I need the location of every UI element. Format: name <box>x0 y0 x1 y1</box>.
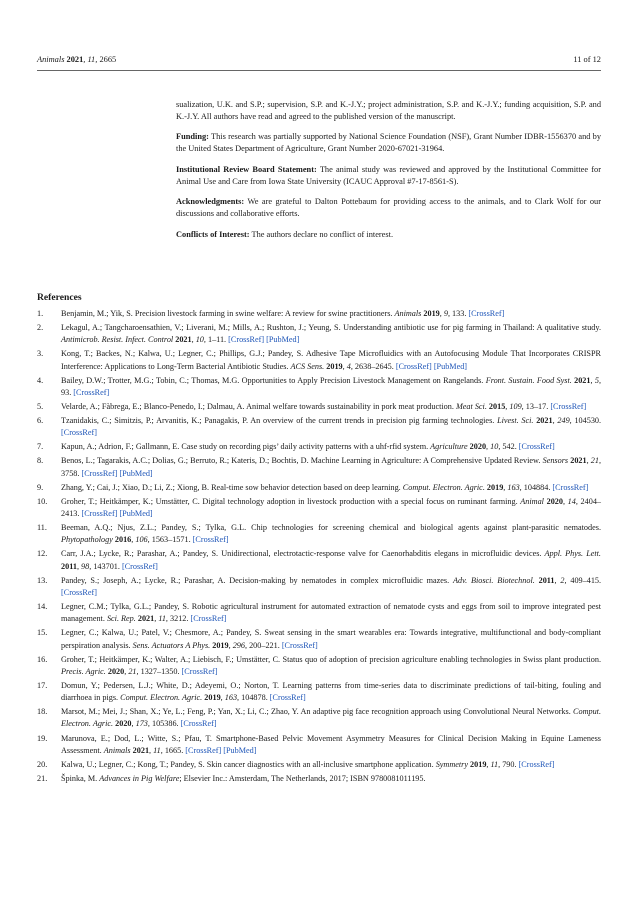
reference-year: 2020 <box>546 496 563 506</box>
reference-pages: 104884. <box>523 482 551 492</box>
reference-year: 2021 <box>132 745 150 755</box>
ack-text: We are grateful to Dalton Pottebaum for providing access to the animals, and to Clark Wolf for our discussions and collaborative efforts. <box>176 197 602 219</box>
reference-item: 20. Kalwa, U.; Legner, C.; Kong, T.; Pandey, S. Skin cancer diagnostics with an all-inclusive smartphone application. Symmetry 2019, 11, 790. [CrossRef] <box>37 759 601 771</box>
reference-item: 9. Zhang, Y.; Cai, J.; Xiao, D.; Li, Z.; Xiong, B. Real-time sow behavior detection based on deep learning. Comput. Electron. Agric. 2019, 163, 104884. [CrossRef] <box>37 482 601 494</box>
reference-authors-title: Špinka, M. <box>61 773 98 783</box>
reference-pages: 2638–2645. <box>354 361 394 371</box>
reference-year: 2019 <box>204 693 221 703</box>
reference-authors-title: Carr, J.A.; Lycke, R.; Parashar, A.; Pandey, S. Unidirectional, electrotactic-response valve for Caenorhabditis elegans in microfluidic devices. <box>61 549 542 559</box>
reference-links[interactable]: [CrossRef] <box>192 535 229 545</box>
reference-year: 2020 <box>115 719 132 729</box>
reference-number: 2. <box>37 323 44 333</box>
reference-pages: 1–11. <box>207 335 227 345</box>
reference-journal: Symmetry <box>435 759 468 769</box>
funding-label: Funding: <box>176 132 209 142</box>
reference-volume: 21 <box>590 456 599 466</box>
reference-volume: 2 <box>560 575 565 585</box>
ack-label: Acknowledgments: <box>176 197 245 207</box>
reference-number: 9. <box>37 482 44 492</box>
reference-item: 14. Legner, C.M.; Tylka, G.L.; Pandey, S. Robotic agricultural instrument for automated extraction of nematode cysts and eggs from soil to improve integrated pest management. Sci. Rep. 2021, 11, 3212. [CrossRef] <box>37 602 601 624</box>
reference-journal: Appl. Phys. Lett. <box>544 549 601 559</box>
reference-pages: 1563–1571. <box>151 535 191 545</box>
reference-links[interactable]: [CrossRef] <box>281 640 318 650</box>
reference-number: 18. <box>37 707 48 717</box>
reference-item: 17. Domun, Y.; Pedersen, L.J.; White, D.; Adeyemi, O.; Norton, T. Learning patterns from time-series data to discriminate predictions of tail-biting, fouling and diarrhoea in pigs. Comput. Electron. Agric. 2019, 163, 104878. [CrossRef] <box>37 680 601 703</box>
reference-links[interactable]: [CrossRef] <box>180 719 217 729</box>
reference-pages: 1665. <box>164 745 184 755</box>
reference-volume: 5 <box>594 375 599 385</box>
reference-journal: Antimicrob. Resist. Infect. Control <box>61 335 174 345</box>
reference-item: 13. Pandey, S.; Joseph, A.; Lycke, R.; Parashar, A. Decision-making by nematodes in complex microfluidic mazes. Adv. Biosci. Biotechnol. 2011, 2, 409–415. [CrossRef] <box>37 575 602 597</box>
running-header <box>37 55 601 69</box>
funding-text: This research was partially supported by National Science Foundation (NSF), Grant Number IDBR-1556370 and by the United States Department of Agriculture, Grant Number 2020-67021-31964. <box>176 132 602 154</box>
reference-links[interactable]: [CrossRef] <box>550 401 587 411</box>
reference-volume: 296 <box>232 640 245 650</box>
reference-item: 8. Benos, L.; Tagarakis, A.C.; Dolias, G.; Berruto, R.; Kateris, D.; Bochtis, D. Machine Learning in Agriculture: A Comprehensive Updated Review. Sensors 2021, 21, 3758. [CrossRef] [PubMed] <box>37 456 602 478</box>
reference-item: 7. Kapun, A.; Adrion, F.; Gallmann, E. Case study on recording pigs’ daily activity patterns with a uhf-rfid system. Agriculture 2020, 10, 542. [CrossRef] <box>37 441 601 453</box>
reference-authors-title: Legner, C.; Kalwa, U.; Patel, V.; Chesmore, A.; Pandey, S. Sweat sensing in the smart wearables era: Towards integrative, multifunctional and body-compliant perspiration analysis. <box>61 628 601 650</box>
reference-links[interactable]: [CrossRef] <box>61 428 97 438</box>
header-volume: 11 <box>87 55 96 64</box>
reference-number: 12. <box>37 549 48 559</box>
reference-year: 2015 <box>488 401 506 411</box>
acknowledgments <box>176 196 601 220</box>
reference-authors-title: Marsot, M.; Mei, J.; Shan, X.; Ye, L.; Feng, P.; Yan, X.; Li, C.; Zhao, Y. An adaptive pig face recognition approach using Convolutional Neural Networks. <box>61 707 571 717</box>
reference-item: 18. Marsot, M.; Mei, J.; Shan, X.; Ye, L.; Feng, P.; Yan, X.; Li, C.; Zhao, Y. An adaptive pig face recognition approach using Convolutional Neural Networks. Comput. Electron. Agric. 2020, 173, 105386. [CrossRef] <box>37 707 601 729</box>
reference-volume: 11 <box>158 614 166 624</box>
reference-item: 3. Kong, T.; Backes, N.; Kalwa, U.; Legner, C.; Phillips, G.J.; Pandey, S. Adhesive Tape Microfluidics with an Autofocusing Module That Incorporates CRISPR Interference: Applications to Long-Term Bacterial Antibiotic Studies. ACS Sens. 2019, 4, 2638–2645. [CrossRef] [PubMed] <box>37 349 601 371</box>
reference-authors-title: Legner, C.M.; Tylka, G.L.; Pandey, S. Robotic agricultural instrument for automated extraction of nematode cysts and eggs from soil to improve integrated pest management. <box>61 602 601 624</box>
reference-year: 2011 <box>61 561 77 571</box>
reference-links[interactable]: [CrossRef] <box>181 666 218 676</box>
reference-links[interactable]: [CrossRef] <box>73 387 110 397</box>
reference-pages: 1327–1350. <box>140 666 180 676</box>
reference-year: 2021 <box>175 335 192 345</box>
reference-links[interactable]: [CrossRef] <box>190 614 227 624</box>
reference-journal: Precis. Agric. <box>61 666 106 676</box>
contrib-text: sualization, U.K. and S.P.; supervision, S.P. and K.-J.Y.; project administration, S.P. and K.-J.Y.; funding acquisition, S.P. and K.-J.Y. All authors have read and agreed to the published version of the manuscript. <box>176 100 601 122</box>
back-matter <box>176 99 601 249</box>
reference-volume: 4 <box>346 361 351 371</box>
reference-links[interactable]: [CrossRef] <box>518 759 555 769</box>
reference-number: 4. <box>37 375 44 385</box>
reference-volume: 10 <box>490 442 499 452</box>
reference-authors-title: Marunova, E.; Dod, L.; Witte, S.; Pfau, T. Smartphone-Based Pelvic Movement Asymmetry Measures for Clinical Decision Making in Equine Lameness Assessment. <box>61 733 601 755</box>
reference-links[interactable]: [CrossRef] <box>518 442 555 452</box>
reference-year: 2011 <box>538 575 555 585</box>
reference-volume: 173 <box>135 719 148 729</box>
reference-volume: 14 <box>567 496 576 506</box>
reference-number: 7. <box>37 442 44 452</box>
reference-links[interactable]: [CrossRef] [PubMed] <box>81 468 153 478</box>
reference-journal: Sensors <box>542 456 569 466</box>
reference-links[interactable]: [CrossRef] <box>61 587 97 597</box>
reference-item: 2. Lekagul, A.; Tangcharoensathien, V.; Liverani, M.; Mills, A.; Rushton, J.; Yeung, S. Understanding antibiotic use for pig farming in Thailand: A qualitative study. Antimicrob. Resist. Infect. Control 2021, 10, 1–11. [CrossRef] [PubMed] <box>37 323 601 345</box>
reference-year: 2020 <box>469 442 487 452</box>
reference-number: 19. <box>37 733 48 743</box>
reference-year: 2019 <box>470 759 487 769</box>
reference-pages: 2404–2413. <box>61 496 601 519</box>
reference-journal: Adv. Biosci. Biotechnol. <box>452 575 535 585</box>
reference-number: 16. <box>37 654 48 664</box>
reference-authors-title: Groher, T.; Heitkämper, K.; Walter, A.; Liebisch, F.; Umstätter, C. Status quo of adoption of precision agriculture enabling technologies in Swiss plant production. <box>61 654 601 664</box>
reference-authors-title: Benos, L.; Tagarakis, A.C.; Dolias, G.; Berruto, R.; Kateris, D.; Bochtis, D. Machine Learning in Agriculture: A Comprehensive Updated Review. <box>61 456 541 466</box>
reference-links[interactable]: [CrossRef] <box>468 309 505 318</box>
reference-item: 19. Marunova, E.; Dod, L.; Witte, S.; Pfau, T. Smartphone-Based Pelvic Movement Asymmetry Measures for Clinical Decision Making in Equine Lameness Assessment. Animals 2021, 11, 1665. [CrossRef] [PubMed] <box>37 733 601 755</box>
reference-item: 6. Tzanidakis, C.; Simitzis, P.; Arvanitis, K.; Panagakis, P. An overview of the current trends in precision pig farming technologies. Livest. Sci. 2021, 249, 104530. [CrossRef] <box>37 416 602 438</box>
reference-authors-title: Beeman, A.Q.; Njus, Z.L.; Pandey, S.; Tylka, G.L. Chip technologies for screening chemical and biological agents against plant-parasitic nematodes. <box>61 523 601 533</box>
reference-journal: Comput. Electron. Agric. <box>120 693 203 703</box>
irb-statement <box>176 164 601 188</box>
reference-pages: Elsevier Inc.: Amsterdam, The Netherlands, 2017; ISBN 9780081011195. <box>183 773 426 783</box>
reference-year: 2019 <box>423 309 440 318</box>
reference-journal: Comput. Electron. Agric. <box>61 707 601 729</box>
reference-pages: 790. <box>502 759 517 769</box>
reference-number: 5. <box>37 401 44 411</box>
irb-label: Institutional Review Board Statement: <box>176 164 317 174</box>
reference-authors-title: Kalwa, U.; Legner, C.; Kong, T.; Pandey, S. Skin cancer diagnostics with an all-inclusive smartphone application. <box>61 759 434 769</box>
reference-year: 2020 <box>107 666 125 676</box>
reference-links[interactable]: [CrossRef] [PubMed] <box>228 335 300 345</box>
reference-item: 5. Velarde, A.; Fàbrega, E.; Blanco-Penedo, I.; Dalmau, A. Animal welfare towards sustainability in pork meat production. Meat Sci. 2015, 109, 13–17. [CrossRef] <box>37 401 601 413</box>
reference-authors-title: Kong, T.; Backes, N.; Kalwa, U.; Legner, C.; Phillips, G.J.; Pandey, S. Adhesive Tape Microfluidics with an Autofocusing Module That Incorporates CRISPR Interference: Applications to Long-Term Bacterial Antibiotic Studies. <box>61 349 601 371</box>
reference-journal: Sens. Actuators A Phys. <box>132 640 211 650</box>
reference-volume: 106 <box>135 535 148 545</box>
reference-volume: 11 <box>490 759 499 769</box>
reference-year: 2019 <box>326 361 343 371</box>
reference-item: 1. Benjamin, M.; Yik, S. Precision livestock farming in swine welfare: A review for swine practitioners. Animals 2019, 9, 133. [CrossRef] <box>37 308 601 320</box>
reference-authors-title: Bailey, D.W.; Trotter, M.G.; Tobin, C.; Thomas, M.G. Opportunities to Apply Precision Livestock Management on Rangelands. <box>61 375 484 385</box>
reference-volume: 163 <box>507 482 520 492</box>
reference-volume: 98 <box>81 561 90 571</box>
reference-links[interactable]: [CrossRef] [PubMed] <box>395 361 468 371</box>
reference-item: 15. Legner, C.; Kalwa, U.; Patel, V.; Chesmore, A.; Pandey, S. Sweat sensing in the smart wearables era: Towards integrative, multifunctional and body-compliant perspiration analysis. Sens. Actuators A Phys. 2019, 296, 200–221. [CrossRef] <box>37 628 601 650</box>
reference-volume: 21 <box>128 666 137 676</box>
header-article: 2665 <box>99 55 117 64</box>
reference-authors-title: Groher, T.; Heitkämper, K.; Umstätter, C. Digital technology adoption in livestock production with a special focus on ruminant farming. <box>61 496 518 506</box>
reference-year: 2021 <box>574 375 591 385</box>
reference-year: 2019 <box>486 482 504 492</box>
reference-pages: 542. <box>502 442 517 452</box>
reference-item: 21. Špinka, M. Advances in Pig Welfare; Elsevier Inc.: Amsterdam, The Netherlands, 2017; ISBN 9780081011195. <box>37 773 601 785</box>
reference-journal: Agriculture <box>430 442 468 452</box>
reference-journal: ACS Sens. <box>290 361 325 371</box>
reference-authors-title: Pandey, S.; Joseph, A.; Lycke, R.; Parashar, A. Decision-making by nematodes in complex microfluidic mazes. <box>61 575 450 585</box>
reference-journal: Comput. Electron. Agric. <box>402 482 485 492</box>
reference-authors-title: Tzanidakis, C.; Simitzis, P.; Arvanitis, K.; Panagakis, P. An overview of the current trends in precision pig farming technologies. <box>61 416 495 426</box>
reference-links[interactable]: [CrossRef] <box>269 693 306 703</box>
coi-label: Conflicts of Interest: <box>176 229 250 239</box>
reference-authors-title: Domun, Y.; Pedersen, L.J.; White, D.; Adeyemi, O.; Norton, T. Learning patterns from time-series data to discriminate predictions of tail-biting, fouling and diarrhoea in pigs. <box>61 680 601 703</box>
reference-number: 14. <box>37 602 48 612</box>
reference-item: 4. Bailey, D.W.; Trotter, M.G.; Tobin, C.; Thomas, M.G. Opportunities to Apply Precision Livestock Management on Rangelands. Front. Sustain. Food Syst. 2021, 5, 93. [CrossRef] <box>37 375 602 397</box>
reference-item: 11. Beeman, A.Q.; Njus, Z.L.; Pandey, S.; Tylka, G.L. Chip technologies for screening chemical and biological agents against plant-parasitic nematodes. Phytopathology 2016, 106, 1563–1571. [CrossRef] <box>37 523 601 545</box>
reference-item: 10. Groher, T.; Heitkämper, K.; Umstätter, C. Digital technology adoption in livestock production with a special focus on ruminant farming. Animal 2020, 14, 2404–2413. [CrossRef] [PubMed] <box>37 496 601 519</box>
reference-number: 13. <box>37 575 48 585</box>
reference-links[interactable]: [CrossRef] [PubMed] <box>81 509 153 519</box>
reference-year: 2021 <box>570 456 587 466</box>
page-number: 11 of 12 <box>573 55 601 64</box>
reference-links[interactable]: [CrossRef] [PubMed] <box>185 745 257 755</box>
reference-item: 12. Carr, J.A.; Lycke, R.; Parashar, A.; Pandey, S. Unidirectional, electrotactic-response valve for Caenorhabditis elegans in microfluidic devices. Appl. Phys. Lett. 2011, 98, 143701. [CrossRef] <box>37 549 601 571</box>
reference-number: 15. <box>37 628 48 638</box>
reference-journal: Phytopathology <box>61 535 113 545</box>
header-rule <box>37 70 601 71</box>
reference-pages: 93. <box>61 387 72 397</box>
reference-pages: 3212. <box>170 614 189 624</box>
conflicts-of-interest <box>176 229 601 241</box>
reference-volume: 11 <box>153 745 161 755</box>
reference-pages: 13–17. <box>525 401 549 411</box>
reference-authors-title: Lekagul, A.; Tangcharoensathien, V.; Liverani, M.; Mills, A.; Rushton, J.; Yeung, S. Understanding antibiotic use for pig farming in Thailand: A qualitative study. <box>61 323 601 333</box>
reference-journal: Animals <box>103 745 131 755</box>
reference-pages: 143701. <box>93 561 120 571</box>
reference-volume: 9 <box>443 309 448 318</box>
reference-journal: Advances in Pig Welfare <box>99 773 180 783</box>
header-journal: Animals <box>37 55 65 64</box>
author-contributions <box>176 99 601 123</box>
reference-number: 8. <box>37 456 44 466</box>
reference-links[interactable]: [CrossRef] <box>552 482 589 492</box>
reference-pages: 409–415. <box>570 575 602 585</box>
reference-number: 6. <box>37 416 44 426</box>
header-citation: Animals 2021, 11, 2665 <box>37 55 117 64</box>
irb-text: The animal study was reviewed and approved by the Institutional Committee for Animal Use and Care from Iowa State University (ICAUC Approval #7-17-8561-S). <box>176 164 601 186</box>
reference-number: 10. <box>37 496 48 506</box>
reference-pages: 104530. <box>574 416 602 426</box>
reference-number: 21. <box>37 773 48 783</box>
reference-number: 20. <box>37 759 48 769</box>
reference-authors-title: Kapun, A.; Adrion, F.; Gallmann, E. Case study on recording pigs’ daily activity patterns with a uhf-rfid system. <box>61 442 429 452</box>
references-heading: References <box>37 292 82 303</box>
reference-links[interactable]: [CrossRef] <box>121 561 158 571</box>
reference-volume: 249 <box>557 416 570 426</box>
reference-authors-title: Benjamin, M.; Yik, S. Precision livestock farming in swine welfare: A review for swine practitioners. <box>61 309 393 318</box>
reference-year: 2021 <box>137 614 155 624</box>
reference-number: 3. <box>37 349 44 359</box>
reference-pages: 133. <box>452 309 467 318</box>
reference-number: 1. <box>37 309 44 318</box>
reference-journal: Sci. Rep. <box>106 614 136 624</box>
reference-authors-title: Zhang, Y.; Cai, J.; Xiao, D.; Li, Z.; Xiong, B. Real-time sow behavior detection based on deep learning. <box>61 482 401 492</box>
reference-pages: 104878. <box>241 693 268 703</box>
funding-statement <box>176 131 601 155</box>
reference-journal: Front. Sustain. Food Syst. <box>485 375 572 385</box>
reference-number: 11. <box>37 523 47 533</box>
reference-year: 2021 <box>536 416 553 426</box>
reference-year: 2019 <box>212 640 229 650</box>
reference-journal: Animals <box>394 309 422 318</box>
reference-volume: 163 <box>224 693 238 703</box>
reference-pages: 200–221. <box>249 640 280 650</box>
reference-year: 2016 <box>114 535 132 545</box>
reference-journal: Meat Sci. <box>455 401 487 411</box>
reference-volume: 109 <box>509 401 522 411</box>
reference-journal: Livest. Sci. <box>497 416 534 426</box>
coi-text: The authors declare no conflict of interest. <box>251 229 394 239</box>
reference-pages: 105386. <box>151 719 179 729</box>
reference-list <box>37 308 601 787</box>
reference-journal: Animal <box>520 496 544 506</box>
reference-item: 16. Groher, T.; Heitkämper, K.; Walter, A.; Liebisch, F.; Umstätter, C. Status quo of adoption of precision agriculture enabling technologies in Swiss plant production. Precis. Agric. 2020, 21, 1327–1350. [CrossRef] <box>37 654 601 676</box>
reference-pages: 3758. <box>61 468 80 478</box>
reference-number: 17. <box>37 680 48 690</box>
reference-authors-title: Velarde, A.; Fàbrega, E.; Blanco-Penedo, I.; Dalmau, A. Animal welfare towards sustainability in pork meat production. <box>61 401 454 411</box>
header-year: 2021 <box>66 55 84 64</box>
reference-volume: 10 <box>195 335 204 345</box>
